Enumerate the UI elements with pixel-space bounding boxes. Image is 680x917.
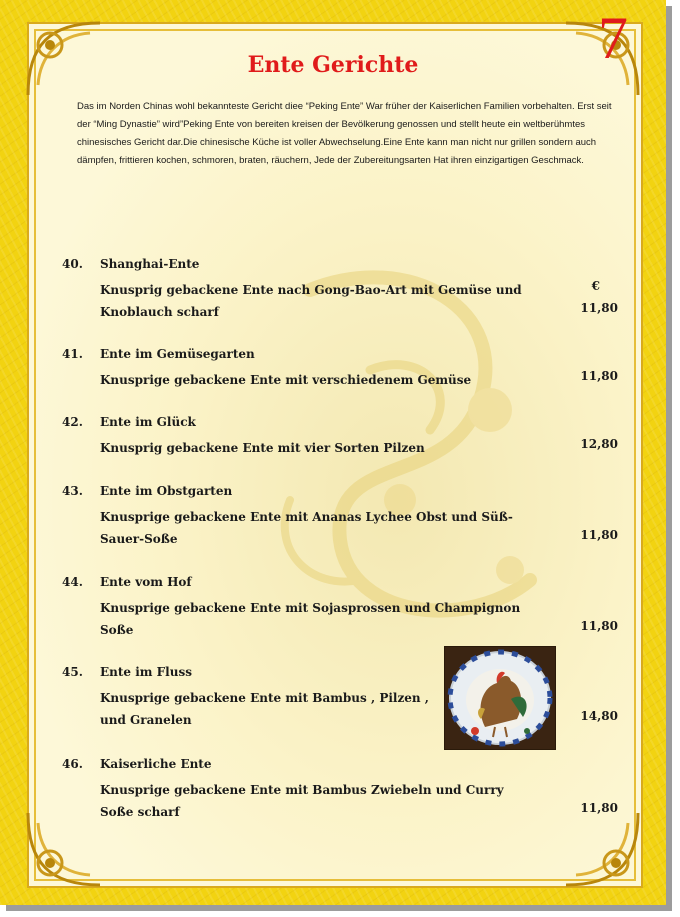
item-price: 11,80 [580,369,618,383]
item-price: 12,80 [580,437,618,451]
item-description: Knusprige gebackene Ente mit Sojasprossen und Champignon Soße [100,601,521,637]
rooster-plate-image [445,647,555,749]
item-description: Knusprige gebackene Ente mit Bambus , Pilzen , und Granelen [100,691,429,727]
item-description: Knusprig gebackene Ente nach Gong-Bao-Art mit Gemüse und Knoblauch scharf [100,283,522,319]
item-price: 14,80 [580,709,618,723]
item-price: 11,80 [580,801,618,815]
item-number: 43. [62,484,83,498]
page-title: Ente Gerichte [247,52,419,78]
item-number: 45. [62,665,83,679]
rooster-plate-photo [444,646,556,750]
item-name: Ente vom Hof [100,575,192,589]
item-number: 40. [62,257,83,271]
currency-symbol: € [591,279,600,293]
page-number: 7 [598,5,628,71]
item-name: Ente im Obstgarten [100,484,233,498]
item-description: Knusprige gebackene Ente mit Ananas Lychee Obst und Süß-Sauer-Soße [100,510,513,546]
item-name: Shanghai-Ente [100,257,200,271]
item-number: 46. [62,757,83,771]
item-number: 44. [62,575,83,589]
item-description: Knusprige gebackene Ente mit Bambus Zwiebeln und Curry Soße scharf [100,783,504,819]
item-price: 11,80 [580,301,618,315]
item-number: 42. [62,415,83,429]
item-description: Knusprige gebackene Ente mit verschiedenem Gemüse [100,373,472,387]
item-price: 11,80 [580,528,618,542]
item-name: Ente im Gemüsegarten [100,347,255,361]
item-name: Ente im Fluss [100,665,192,679]
item-name: Kaiserliche Ente [100,757,212,771]
intro-text: Das im Norden Chinas wohl bekannteste Gericht diee “Peking Ente” War früher der Kaiserlichen Familien vorbehalten. Erst seit der “Ming Dynastie” wird”Peking Ente von bereiten kreisen der Bevölkerung genossen und stellt heute ein weltberühmtes chinesisches Gericht dar.Die chinesische Küche ist voller Abwechselung.Eine Ente kann man nicht nur grillen sondern auch dämpfen, frittieren kochen, schmoren, braten, räuchern, Jede der Zubereitungsarten Hat ihren einzigartigen Geschmack. [77,101,612,166]
item-description: Knusprig gebackene Ente mit vier Sorten Pilzen [100,441,425,455]
item-number: 41. [62,347,83,361]
item-name: Ente im Glück [100,415,196,429]
item-price: 11,80 [580,619,618,633]
